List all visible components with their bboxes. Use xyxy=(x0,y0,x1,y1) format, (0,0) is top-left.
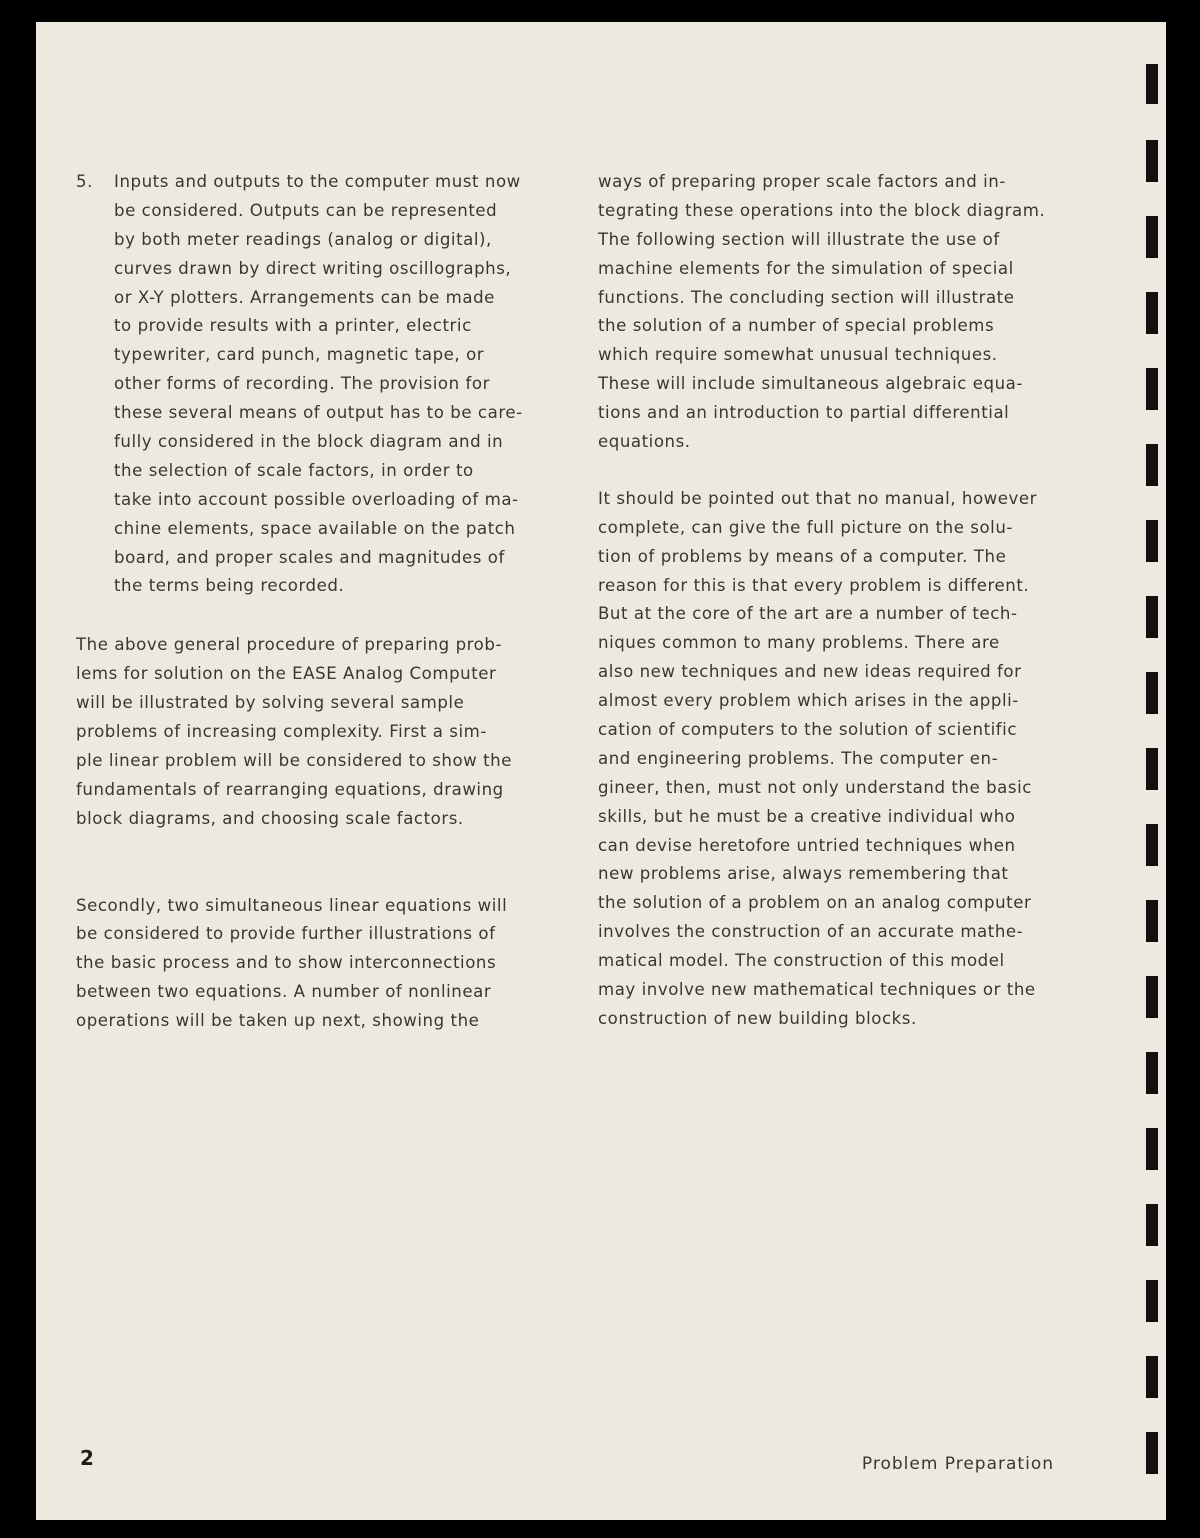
text-line: fully considered in the block diagram and in xyxy=(114,432,504,452)
text-line: almost every problem which arises in the appli- xyxy=(598,691,1019,711)
text-line: the solution of a problem on an analog computer xyxy=(598,893,1032,913)
text-line: the selection of scale factors, in order to xyxy=(114,460,474,480)
binding-hole xyxy=(1146,216,1158,258)
text-line: functions. The concluding section will illustrate xyxy=(598,287,1015,307)
text-line: tions and an introduction to partial differential xyxy=(598,403,1010,423)
binding-hole xyxy=(1146,1052,1158,1094)
text-line: also new techniques and new ideas required for xyxy=(598,662,1022,682)
text-line: by both meter readings (analog or digital), xyxy=(114,229,492,249)
text-line: take into account possible overloading of ma- xyxy=(114,489,519,509)
text-line: matical model. The construction of this model xyxy=(598,951,1005,971)
text-line: other forms of recording. The provision for xyxy=(114,374,490,394)
left-column xyxy=(76,168,546,1036)
text-line: tegrating these operations into the block diagram. xyxy=(598,200,1046,220)
text-line: Secondly, two simultaneous linear equations will xyxy=(76,895,508,915)
text-line: equations. xyxy=(598,432,691,452)
text-line: It should be pointed out that no manual, however xyxy=(598,488,1038,508)
text-line: will be illustrated by solving several sample xyxy=(76,693,465,713)
binding-hole xyxy=(1146,900,1158,942)
binding-hole xyxy=(1146,444,1158,486)
text-line: and engineering problems. The computer en- xyxy=(598,748,999,768)
binding-hole xyxy=(1146,1432,1158,1474)
text-line: typewriter, card punch, magnetic tape, or xyxy=(114,345,485,365)
list-item xyxy=(76,168,546,197)
paragraph xyxy=(598,485,1064,1034)
binding-hole xyxy=(1146,596,1158,638)
text-line: chine elements, space available on the patch xyxy=(114,518,516,538)
text-line: machine elements for the simulation of special xyxy=(598,258,1014,278)
binding-hole xyxy=(1146,1280,1158,1322)
text-line: The above general procedure of preparing prob- xyxy=(76,635,502,655)
text-line: block diagrams, and choosing scale factors. xyxy=(76,808,464,828)
text-line: Inputs and outputs to the computer must now xyxy=(114,172,521,191)
text-line: the solution of a number of special problems xyxy=(598,316,995,336)
text-line: cation of computers to the solution of scientific xyxy=(598,720,1018,740)
text-line: be considered to provide further illustrations of xyxy=(76,924,496,944)
document-page xyxy=(36,22,1166,1520)
text-line: involves the construction of an accurate mathe- xyxy=(598,922,1024,942)
paragraph xyxy=(76,631,546,833)
binding-hole xyxy=(1146,140,1158,182)
text-line: which require somewhat unusual techniques. xyxy=(598,345,998,365)
text-line: problems of increasing complexity. First a sim- xyxy=(76,722,487,742)
binding-hole xyxy=(1146,368,1158,410)
text-line: these several means of output has to be care- xyxy=(114,403,523,423)
binding-hole xyxy=(1146,292,1158,334)
item-number: 5. xyxy=(76,172,93,191)
paragraph xyxy=(76,892,546,1036)
binding-hole xyxy=(1146,672,1158,714)
text-line: curves drawn by direct writing oscillographs, xyxy=(114,258,512,278)
text-line: be considered. Outputs can be represented xyxy=(114,200,498,220)
text-line: tion of problems by means of a computer. The xyxy=(598,546,1007,566)
text-line: may involve new mathematical techniques or the xyxy=(598,980,1036,1000)
text-line: new problems arise, always remembering that xyxy=(598,864,1009,884)
text-line: complete, can give the full picture on the solu- xyxy=(598,517,1013,537)
text-line: operations will be taken up next, showing the xyxy=(76,1011,480,1031)
binding-hole xyxy=(1146,976,1158,1018)
text-line: construction of new building blocks. xyxy=(598,1008,917,1028)
text-line: or X-Y plotters. Arrangements can be made xyxy=(114,287,495,307)
text-line: the basic process and to show interconnections xyxy=(76,953,497,973)
text-line: the terms being recorded. xyxy=(114,576,345,596)
text-line: reason for this is that every problem is different. xyxy=(598,575,1030,595)
text-line: These will include simultaneous algebraic equa- xyxy=(598,374,1023,394)
text-line: But at the core of the art are a number of tech- xyxy=(598,604,1018,624)
text-line: niques common to many problems. There are xyxy=(598,633,1000,653)
text-line: The following section will illustrate the use of xyxy=(598,229,1000,249)
binding-hole xyxy=(1146,64,1158,104)
text-line: ways of preparing proper scale factors and in- xyxy=(598,172,1006,191)
binding-hole xyxy=(1146,748,1158,790)
binding-hole xyxy=(1146,520,1158,562)
text-line: gineer, then, must not only understand the basic xyxy=(598,777,1032,797)
paragraph xyxy=(598,168,1064,457)
binding-hole xyxy=(1146,824,1158,866)
text-line: fundamentals of rearranging equations, drawing xyxy=(76,779,504,799)
text-line: lems for solution on the EASE Analog Computer xyxy=(76,664,497,684)
right-column xyxy=(598,168,1064,1034)
binding-hole xyxy=(1146,1128,1158,1170)
text-line: skills, but he must be a creative individual who xyxy=(598,806,1016,826)
text-line: board, and proper scales and magnitudes of xyxy=(114,547,505,567)
text-line: to provide results with a printer, electric xyxy=(114,316,472,336)
text-line: ple linear problem will be considered to show the xyxy=(76,750,513,770)
text-line: can devise heretofore untried techniques when xyxy=(598,835,1016,855)
footer-title: Problem Preparation xyxy=(861,1454,1054,1474)
binding-hole xyxy=(1146,1204,1158,1246)
binding-hole xyxy=(1146,1356,1158,1398)
page-number: 2 xyxy=(80,1446,94,1470)
text-line: between two equations. A number of nonlinear xyxy=(76,982,492,1002)
